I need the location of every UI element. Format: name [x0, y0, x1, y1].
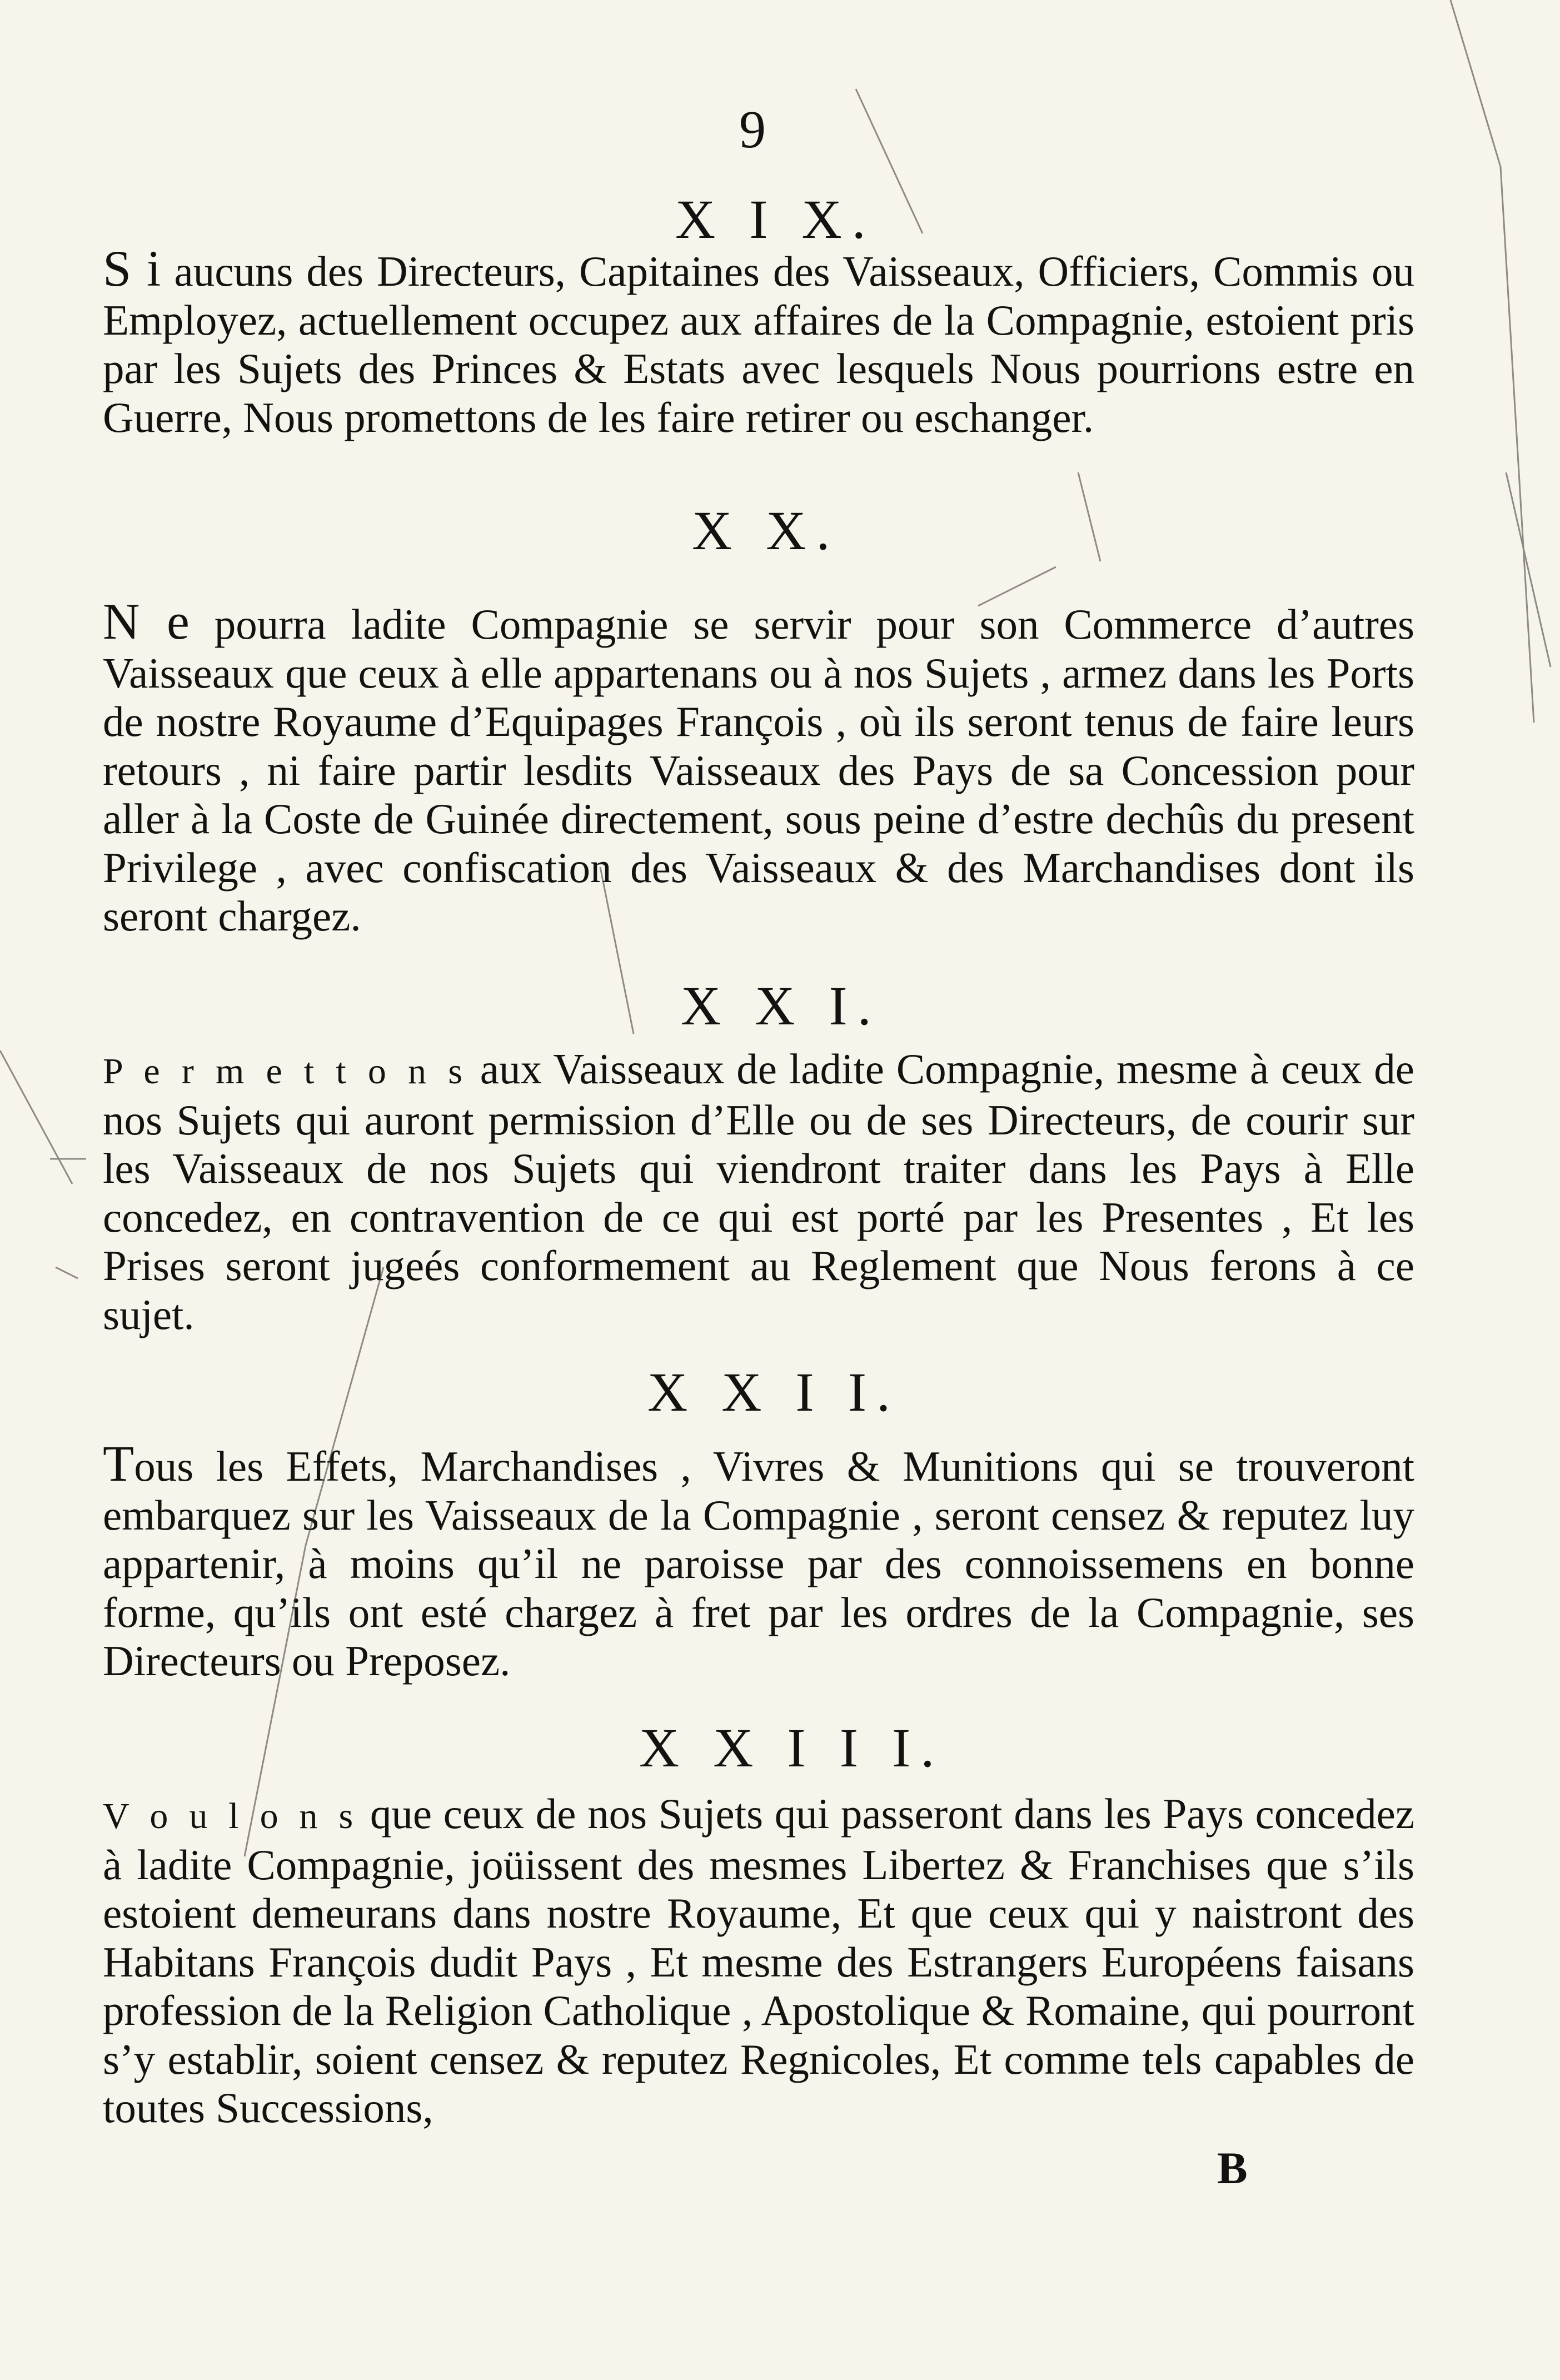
paragraph-lead: V o u l o n s [103, 1796, 359, 1836]
section-title-xxi: X X I. [681, 975, 881, 1037]
paragraph-lead: P e r m e t t o n s [103, 1051, 468, 1092]
catchword: B [1217, 2143, 1248, 2193]
section-paragraph-xix [103, 240, 1414, 442]
paragraph-text: que ceux de nos Sujets qui passeront dans les Pays concedez à ladite Compagnie, joüissent des mesmes Libertez & Franchises que s’ils estoient demeurans dans nostre Royaume, Et que ceux qui y naistront des Habitans François dudit Pays , Et mesme des Estrangers Européens faisans profession de la Religion Catholique , Apostolique & Romaine, qui pourront s’y establir, soient censez & reputez Regnicoles, Et comme tels capables de toutes Successions, [103, 1790, 1415, 2132]
section-title-xxii: X X I I. [647, 1361, 901, 1423]
section-title-xx: X X. [692, 500, 840, 561]
section-paragraph-xxi [103, 1045, 1414, 1339]
paragraph-lead: S i [103, 240, 161, 297]
page-number: 9 [739, 99, 766, 159]
paragraph-lead: T [103, 1435, 134, 1492]
section-title-xix: X I X. [675, 188, 876, 250]
section-title-xxiii: X X I I I. [639, 1717, 945, 1779]
paragraph-text: aucuns des Directeurs, Capitaines des Vaisseaux, Officiers, Commis ou Employez, actuellement occupez aux affaires de la Compagnie, estoient pris par les Sujets des Princes & Estats avec lesquels Nous pourrions estre en Guerre, Nous promettons de les faire retirer ou eschanger. [103, 247, 1414, 441]
paragraph-text: pourra ladite Compagnie se servir pour son Commerce d’autres Vaisseaux que ceux à elle appartenans ou à nos Sujets , armez dans les Ports de nostre Royaume d’Equipages François , où ils seront tenus de faire leurs retours , ni faire partir lesdits Vaisseaux des Pays de sa Concession pour aller à la Coste de Guinée directement, sous peine d’estre dechûs du present Privilege , avec confiscation des Vaisseaux & des Marchandises dont ils seront chargez. [103, 600, 1414, 940]
section-paragraph-xxiii [103, 1790, 1414, 2133]
paragraph-lead: N e [103, 593, 190, 650]
section-paragraph-xxii [103, 1435, 1414, 1686]
section-paragraph-xx [103, 593, 1414, 941]
paragraph-text: aux Vaisseaux de ladite Compagnie, mesme à ceux de nos Sujets qui auront permission d’Elle ou de ses Directeurs, de courir sur les Vaisseaux de nos Sujets qui viendront traiter dans les Pays à Elle concedez, en contravention de ce qui est porté par les Presentes , Et les Prises seront jugeés conformement au Reglement que Nous ferons à ce sujet. [103, 1045, 1414, 1338]
paragraph-text: ous les Effets, Marchandises , Vivres & Munitions qui se trouveront embarquez sur les Vaisseaux de la Compagnie , seront censez & reputez luy appartenir, à moins qu’il ne paroisse par des connoissemens en bonne forme, qu’ils ont esté chargez à fret par les ordres de la Compagnie, ses Directeurs ou Preposez. [103, 1442, 1414, 1685]
